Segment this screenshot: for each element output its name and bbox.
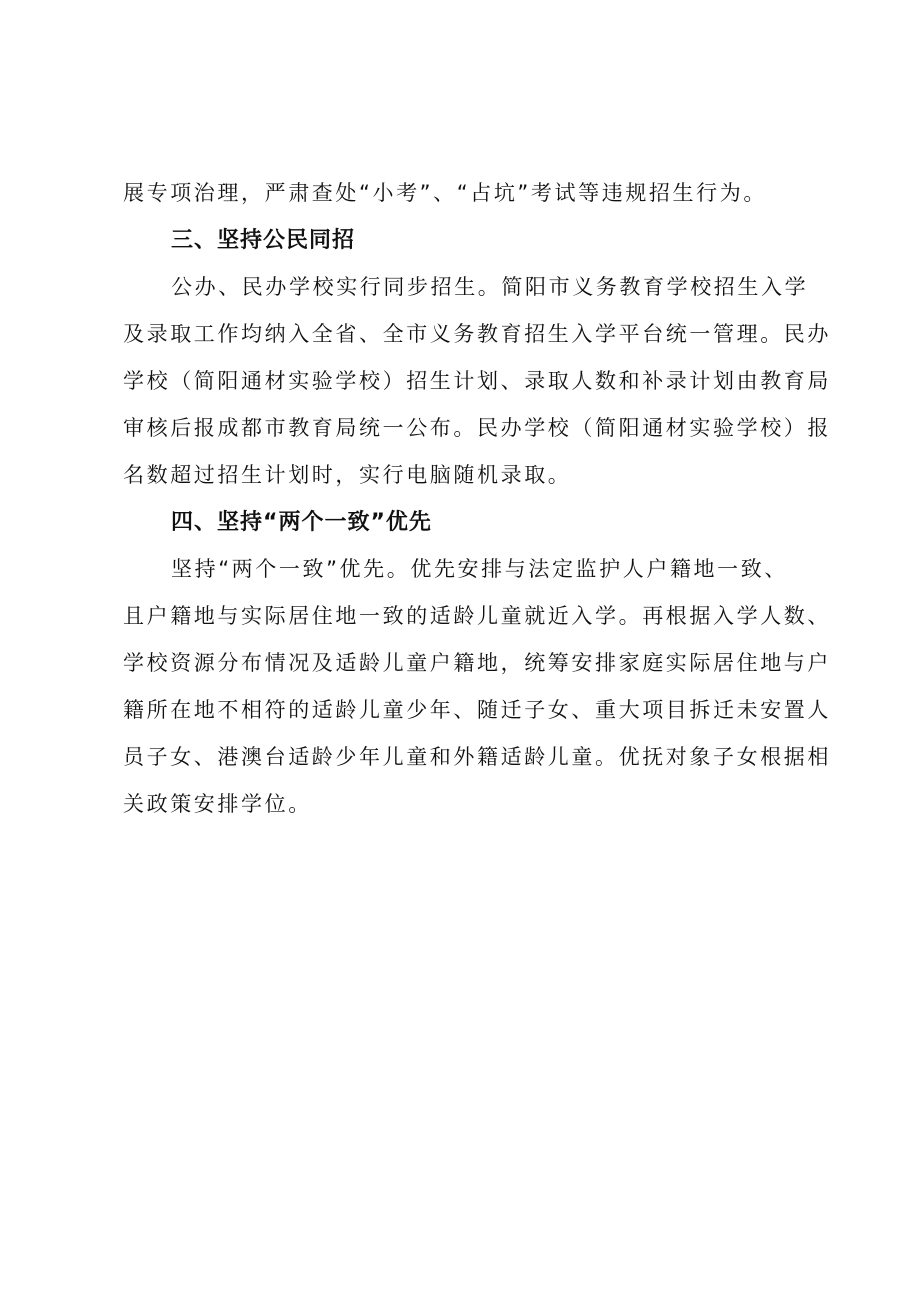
section-4-paragraph [123,546,831,828]
intro-paragraph-end: 展专项治理，严肃查处“小考”、“占坑”考试等违规招生行为。 [123,181,767,205]
document-body [123,170,831,828]
paragraph-line: 关政策安排学位。 [123,792,312,816]
paragraph-line: 名数超过招生计划时，实行电脑随机录取。 [123,463,572,487]
paragraph-line: 员子女、港澳台适龄少年儿童和外籍适龄儿童。优抚对象子女根据相 [123,745,831,769]
paragraph-line: 及录取工作均纳入全省、全市义务教育招生入学平台统一管理。民办 [123,322,831,346]
paragraph-line: 籍所在地不相符的适龄儿童少年、随迁子女、重大项目拆迁未安置人 [123,698,831,722]
paragraph-line: 且户籍地与实际居住地一致的适龄儿童就近入学。再根据入学人数、 [123,604,831,628]
paragraph-line: 学校（简阳通材实验学校）招生计划、录取人数和补录计划由教育局 [123,369,831,393]
section-heading-4: 四、坚持“两个一致”优先 [171,510,432,535]
paragraph-line: 审核后报成都市教育局统一公布。民办学校（简阳通材实验学校）报 [123,416,831,440]
paragraph-line: 坚持“两个一致”优先。优先安排与法定监护人户籍地一致、 [171,557,788,581]
paragraph-line: 公办、民办学校实行同步招生。简阳市义务教育学校招生入学 [171,275,809,299]
section-heading-3: 三、坚持公民同招 [171,228,356,253]
section-3-paragraph [123,264,831,499]
paragraph-line: 学校资源分布情况及适龄儿童户籍地，统筹安排家庭实际居住地与户 [123,651,831,675]
